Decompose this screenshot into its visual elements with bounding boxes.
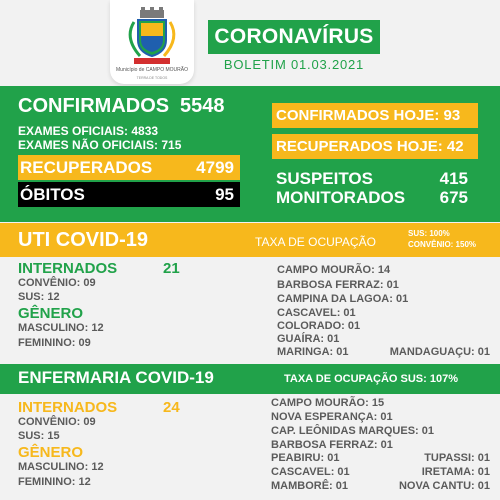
page-title: CORONAVÍRUS [214,25,374,48]
official-exams: EXAMES OFICIAIS: 4833 [18,124,159,138]
ward-female: FEMININO: 12 [18,476,91,488]
uti-occupancy-label: TAXA DE OCUPAÇÃO [255,235,376,249]
ward-city: MAMBORÊ: 01 [271,480,349,492]
ward-city: NOVA ESPERANÇA: 01 [271,411,393,423]
deaths-value: 95 [215,185,234,204]
deaths-label: ÓBITOS [20,185,85,204]
ward-male: MASCULINO: 12 [18,461,104,473]
uti-gender-title: GÊNERO [18,305,84,322]
recovered-label: RECUPERADOS [20,158,153,177]
uti-city: CASCAVEL: 01 [277,307,356,319]
ward-city: BARBOSA FERRAZ: 01 [271,439,393,451]
monitored-value: 675 [439,188,468,207]
suspects-value: 415 [439,169,468,188]
ward-city: CAMPO MOURÃO: 15 [271,397,385,409]
monitored-label: MONITORADOS [276,188,406,207]
ward-title: ENFERMARIA COVID-19 [18,368,214,387]
uti-city: MARINGA: 01 [277,346,349,358]
city-coat-of-arms-icon [110,6,194,70]
confirmed-value: 5548 [180,95,225,117]
uti-city: BARBOSA FERRAZ: 01 [277,279,399,291]
uti-occupancy-sus: SUS: 100% [408,229,450,238]
uti-interned-label: INTERNADOS [18,260,118,277]
confirmed-today: CONFIRMADOS HOJE: 93 [276,107,461,124]
uti-city: CAMPINA DA LAGOA: 01 [277,293,409,305]
unofficial-exams: EXAMES NÃO OFICIAIS: 715 [18,138,182,152]
uti-occupancy-convenio: CONVÊNIO: 150% [408,240,477,249]
ward-city: TUPASSI: 01 [424,452,490,464]
ward-city: CASCAVEL: 01 [271,466,350,478]
uti-city: CAMPO MOURÃO: 14 [277,264,391,276]
ward-sus: SUS: 15 [18,430,60,442]
uti-male: MASCULINO: 12 [18,322,104,334]
uti-convenio: CONVÊNIO: 09 [18,277,96,289]
ward-interned-value: 24 [163,399,180,416]
uti-interned-value: 21 [163,260,180,277]
uti-city: COLORADO: 01 [277,320,361,332]
ward-city: CAP. LEÔNIDAS MARQUES: 01 [271,425,434,437]
ward-city: IRETAMA: 01 [421,466,490,478]
uti-city: MANDAGUAÇU: 01 [389,346,490,358]
ward-city: PEABIRU: 01 [271,452,340,464]
suspects-label: SUSPEITOS [276,169,373,188]
recovered-today: RECUPERADOS HOJE: 42 [276,138,464,155]
ward-convenio: CONVÊNIO: 09 [18,416,96,428]
uti-title: UTI COVID-19 [18,229,149,251]
recovered-value: 4799 [196,158,234,177]
title-box [208,20,380,54]
ward-gender-title: GÊNERO [18,444,84,461]
logo-card [110,0,194,84]
confirmed-label: CONFIRMADOS [18,95,170,117]
logo-tagline: TERRA DE TODOS [136,76,168,80]
uti-sus: SUS: 12 [18,291,60,303]
bulletin-date: BOLETIM 01.03.2021 [223,57,365,72]
ward-occupancy: TAXA DE OCUPAÇÃO SUS: 107% [284,373,458,385]
ward-city: NOVA CANTU: 01 [398,480,490,492]
uti-city: GUAÍRA: 01 [277,333,340,345]
logo-caption: Município de CAMPO MOURÃO [116,67,188,73]
uti-female: FEMININO: 09 [18,337,91,349]
ward-interned-label: INTERNADOS [18,399,118,416]
